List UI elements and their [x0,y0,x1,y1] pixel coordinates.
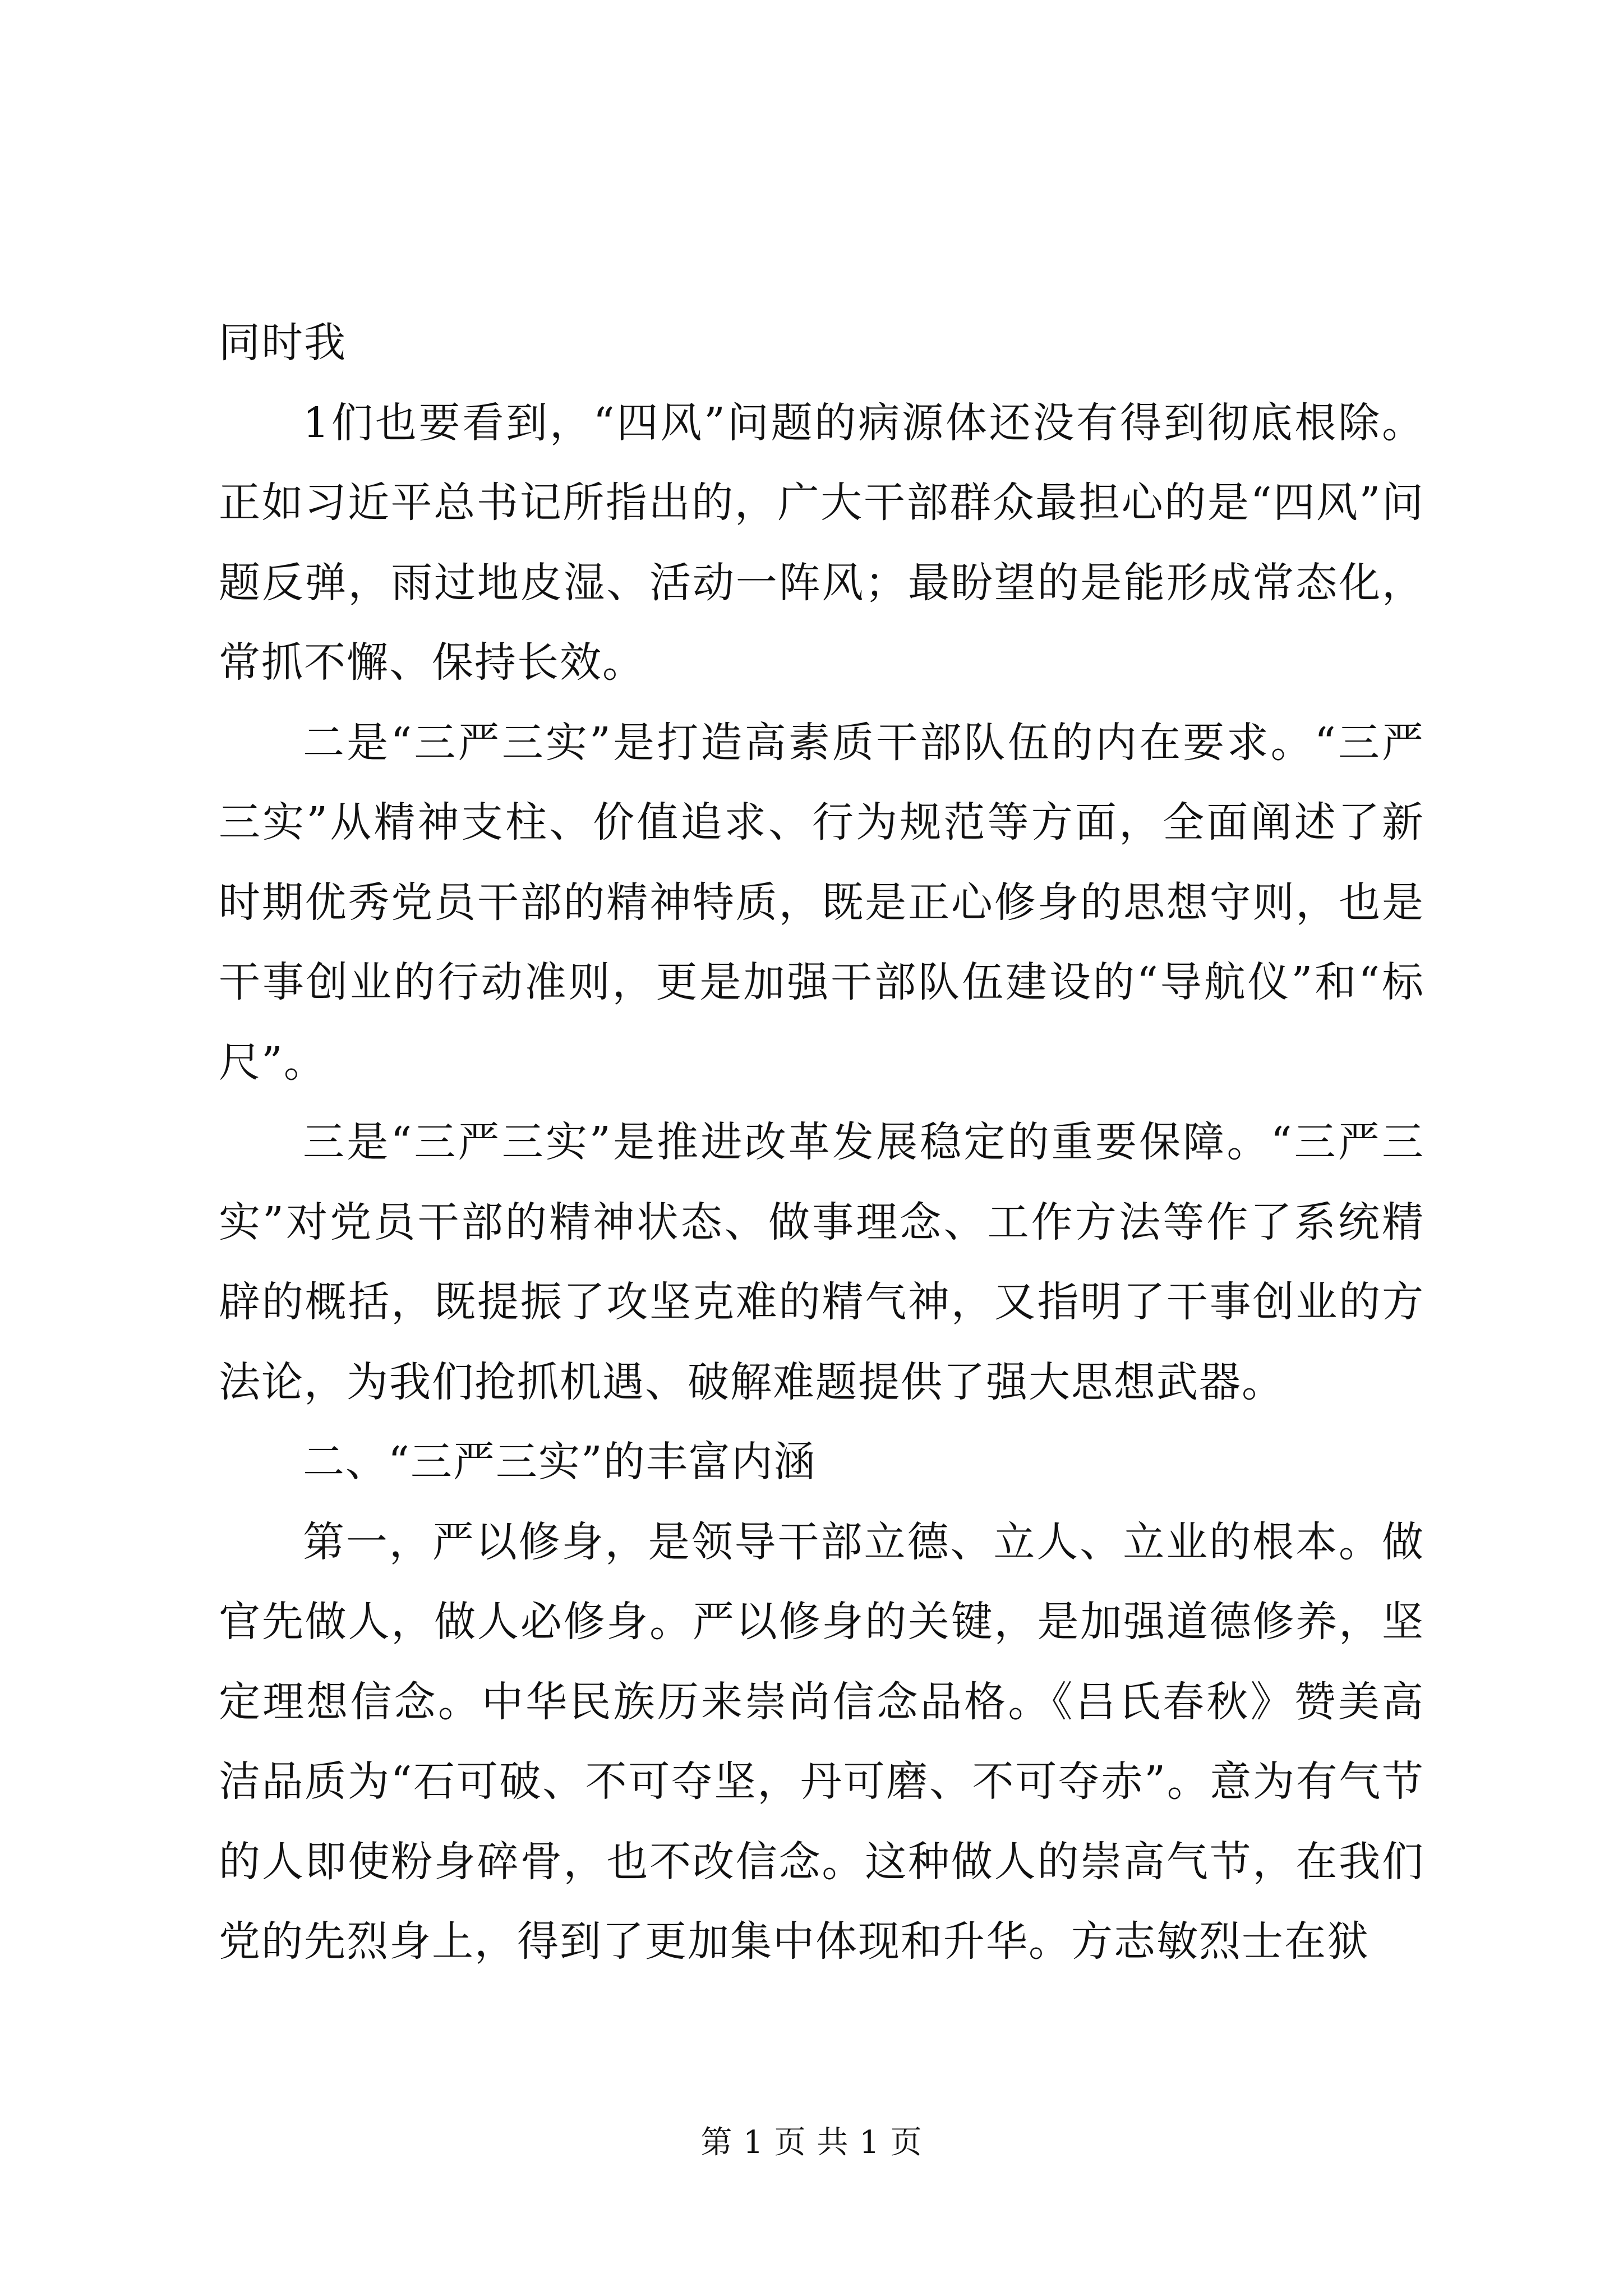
paragraph-reform-guarantee: 三是“三严三实”是推进改革发展稳定的重要保障。“三严三实”对党员干部的精神状态、做事理念、工作方法等作了系统精辟的概括，既提振了攻坚克难的精气神，又指明了干事创业的方法论，为我们抢抓机遇、破解难题提供了强大思想武器。 [219,1118,1424,1406]
document-body [219,303,1424,1982]
paragraph-fragment: 同时我 [219,319,347,367]
section-heading: 二、“三严三实”的丰富内涵 [303,1438,817,1486]
paragraph-cadre-requirement: 二是“三严三实”是打造高素质干部队伍的内在要求。“三严三实”从精神支柱、价值追求、行为规范等方面，全面阐述了新时期优秀党员干部的精神特质，既是正心修身的思想守则，也是干事创业的行动准则，更是加强干部队伍建设的“导航仪”和“标尺”。 [219,718,1424,1087]
paragraph-self-cultivation: 第一，严以修身，是领导干部立德、立人、立业的根本。做官先做人，做人必修身。严以修身的关键，是加强道德修养，坚定理想信念。中华民族历来崇尚信念品格。《吕氏春秋》赞美高洁品质为“石可破、不可夺坚，丹可磨、不可夺赤”。意为有气节的人即使粉身碎骨，也不改信念。这种做人的崇高气节，在我们党的先烈身上，得到了更加集中体现和升华。方志敏烈士在狱 [219,1517,1424,1966]
paragraph-four-winds: 1们也要看到，“四风”问题的病源体还没有得到彻底根除。正如习近平总书记所指出的，广大干部群众最担心的是“四风”问题反弹，雨过地皮湿、活动一阵风；最盼望的是能形成常态化，常抓不懈、保持长效。 [219,398,1424,687]
page-number-footer: 第 1 页 共 1 页 [700,2124,923,2161]
